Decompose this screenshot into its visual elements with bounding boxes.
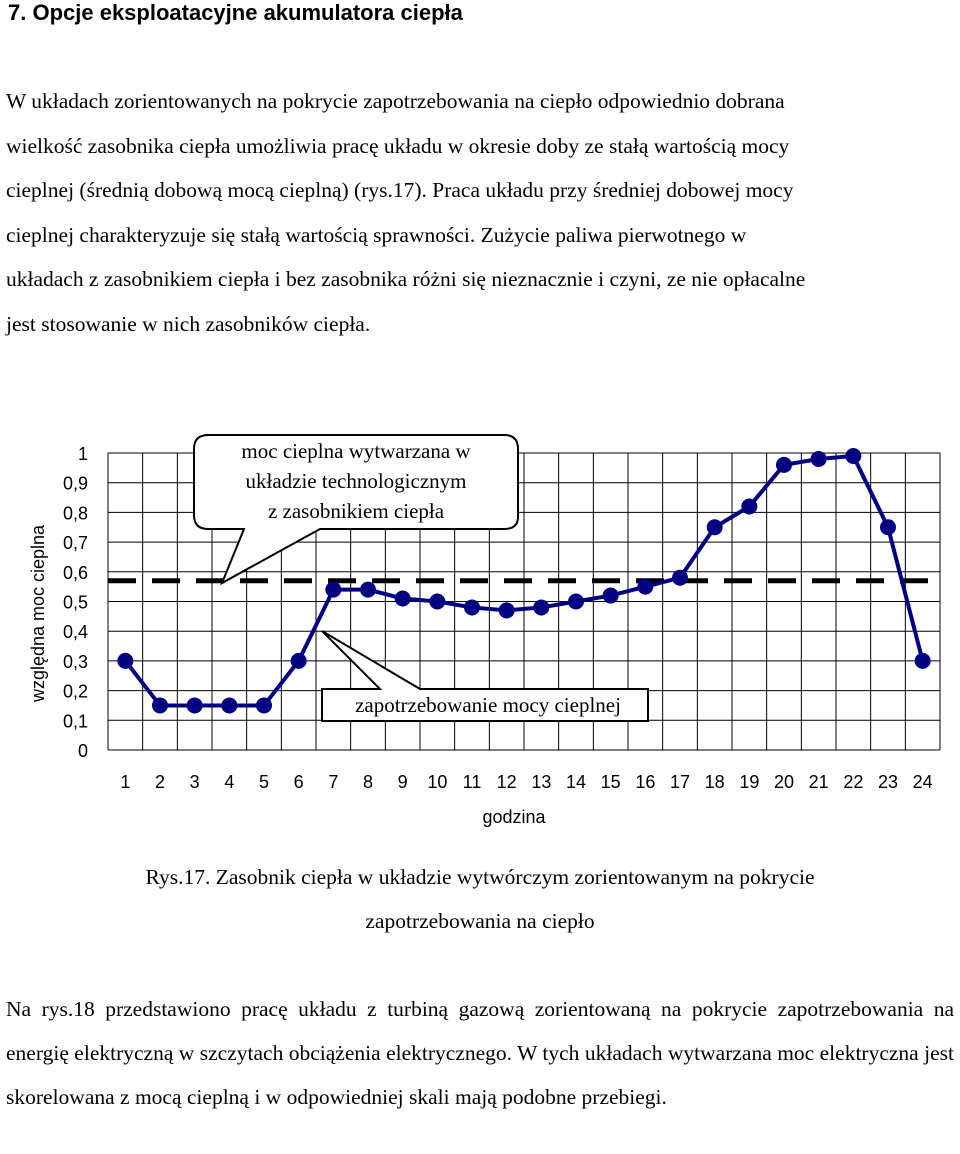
y-tick-label: 0,1: [62, 711, 88, 732]
x-tick-label: 14: [565, 772, 587, 792]
data-point-marker: [568, 594, 584, 610]
heat-demand-chart: [0, 425, 960, 845]
x-axis-tick-labels: [120, 772, 932, 792]
data-point-marker: [464, 599, 480, 615]
data-point-marker: [672, 570, 688, 586]
y-tick-label: 0,4: [62, 622, 88, 643]
data-point-marker: [533, 599, 549, 615]
x-tick-label: 24: [912, 772, 933, 792]
y-tick-label: 1: [77, 444, 88, 464]
data-point-marker: [395, 591, 411, 607]
data-point-marker: [221, 697, 237, 713]
section-heading: 7. Opcje eksploatacyjne akumulatora ciepła: [8, 0, 463, 25]
paragraph-followup: Na rys.18 przedstawiono pracę układu z turbiną gazową zorientowaną na pokrycie zapotrzebowania na energię elektryczną w szczytach obciążenia elektrycznego. W tych układach wytwarzana moc elektryczna jest skorelowana z mocą cieplną i w odpowiedniej skali mają podobne przebiegi.: [6, 997, 954, 1109]
x-tick-label: 16: [635, 772, 656, 792]
paragraph-line: jest stosowanie w nich zasobników ciepła.: [6, 311, 371, 336]
data-point-marker: [915, 653, 931, 669]
paragraph-line: układach z zasobnikiem ciepła i bez zasobnika różni się nieznacznie i czyni, ze nie opłacalne: [6, 267, 806, 292]
y-tick-label: 0,9: [62, 473, 88, 494]
callout-text-line: zapotrzebowanie mocy cieplnej: [355, 693, 621, 717]
figure-caption-line2: zapotrzebowania na ciepło: [365, 909, 595, 933]
callout-text-line: układzie technologicznym: [245, 469, 467, 493]
data-point-marker: [360, 582, 376, 598]
figure-caption-line1: Rys.17. Zasobnik ciepła w układzie wytwórczym zorientowanym na pokrycie: [145, 865, 815, 889]
x-tick-label: 15: [600, 772, 621, 792]
x-tick-label: 3: [189, 772, 200, 792]
y-tick-label: 0,2: [62, 681, 88, 702]
x-tick-label: 12: [496, 772, 517, 792]
x-tick-label: 17: [669, 772, 691, 792]
x-tick-label: 21: [808, 772, 829, 792]
data-point-marker: [707, 519, 723, 535]
callout-text-line: moc cieplna wytwarzana w: [241, 439, 471, 463]
y-axis-tick-labels: [63, 444, 88, 761]
x-tick-label: 19: [739, 772, 760, 792]
data-point-marker: [811, 451, 827, 467]
paragraph-line: cieplnej (średnią dobową mocą cieplną) (rys.17). Praca układu przy średniej dobowej mocy: [6, 178, 794, 203]
y-axis-label: względna moc cieplna: [28, 524, 48, 703]
x-tick-label: 4: [224, 772, 235, 792]
paragraph-line: cieplnej charakteryzuje się stałą wartością sprawności. Zużycie paliwa pierwotnego w: [6, 222, 747, 247]
x-tick-label: 9: [397, 772, 408, 792]
x-tick-label: 23: [877, 772, 899, 792]
data-point-marker: [845, 448, 861, 464]
paragraph-line: W układach zorientowanych na pokrycie zapotrzebowania na ciepło odpowiednio dobrana: [6, 89, 785, 113]
paragraph-intro: [6, 79, 954, 347]
data-point-marker: [256, 697, 272, 713]
paragraph-line: wielkość zasobnika ciepła umożliwia pracę układu w okresie doby ze stałą wartością mocy: [6, 133, 790, 158]
data-point-marker: [880, 519, 896, 535]
y-tick-label: 0,8: [62, 503, 88, 524]
data-point-marker: [741, 498, 757, 514]
data-point-marker: [429, 594, 445, 610]
x-tick-label: 22: [843, 772, 864, 792]
x-tick-label: 8: [362, 772, 374, 792]
data-point-marker: [187, 697, 203, 713]
y-tick-label: 0,7: [62, 533, 88, 554]
x-tick-label: 1: [120, 772, 131, 792]
data-point-marker: [325, 582, 341, 598]
x-tick-label: 11: [462, 772, 482, 792]
data-point-marker: [499, 602, 515, 618]
data-point-marker: [291, 653, 307, 669]
y-tick-label: 0,5: [62, 592, 88, 613]
data-point-marker: [776, 457, 792, 473]
x-tick-label: 13: [531, 772, 552, 792]
x-tick-label: 20: [773, 772, 795, 792]
x-tick-label: 6: [293, 772, 304, 792]
callout-text-line: z zasobnikiem ciepła: [267, 499, 445, 523]
y-tick-label: 0,3: [62, 651, 88, 672]
x-axis-label: godzina: [482, 807, 546, 827]
y-tick-label: 0: [77, 741, 88, 761]
x-tick-label: 10: [427, 772, 448, 792]
data-point-marker: [152, 697, 168, 713]
data-point-marker: [117, 653, 133, 669]
x-tick-label: 18: [704, 772, 725, 792]
x-tick-label: 5: [258, 772, 270, 792]
callout-heat-demand: [322, 631, 648, 721]
x-tick-label: 7: [328, 772, 339, 792]
data-point-marker: [603, 588, 619, 604]
x-tick-label: 2: [154, 772, 166, 792]
y-tick-label: 0,6: [62, 562, 88, 583]
data-point-marker: [637, 579, 653, 595]
callout-produced-heat: [194, 435, 518, 583]
